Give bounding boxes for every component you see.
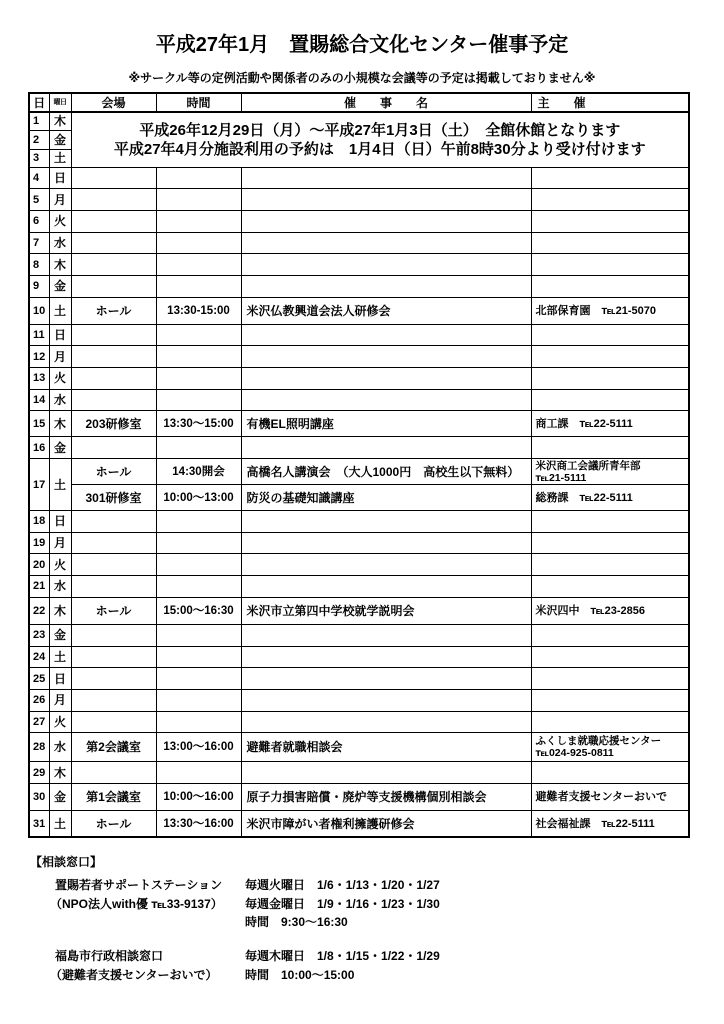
schedule-row: [29, 668, 689, 690]
page-note: ※サークル等の定例活動や関係者のみの小規模な会議等の予定は掲載しておりません※: [128, 71, 596, 85]
weekday-cell: 火: [49, 210, 71, 232]
header-event: 催 事 名: [241, 93, 531, 112]
consultation-heading: 【相談窓口】: [30, 855, 103, 869]
schedule-body: [29, 112, 689, 837]
event-name-cell: 防災の基礎知識講座: [241, 485, 531, 511]
organizer-line: 商工課 ℡22-5111: [535, 417, 633, 430]
weekday-cell: 日: [49, 324, 71, 346]
organizer-line: 社会福祉課 ℡22-5111: [535, 817, 655, 830]
event-name-cell: 米沢市立第四中学校就学説明会: [241, 597, 531, 624]
day-cell: 12: [29, 346, 49, 368]
weekday-cell: 日: [49, 668, 71, 690]
header-time: 時間: [156, 93, 241, 112]
day-cell: 1: [29, 112, 49, 130]
organizer-cell: [531, 167, 689, 189]
day-cell: 9: [29, 275, 49, 297]
schedule-row: [29, 254, 689, 276]
time-cell: [156, 254, 241, 276]
venue-cell: 第1会議室: [71, 783, 156, 810]
organizer-line: 総務課 ℡22-5111: [535, 491, 633, 504]
organizer-cell: [531, 646, 689, 668]
schedule-row: [29, 783, 689, 810]
event-name-cell: 有機EL照明講座: [241, 411, 531, 437]
schedule-row: [29, 167, 689, 189]
weekday-cell: 土: [49, 297, 71, 324]
weekday-cell: 日: [49, 167, 71, 189]
closure-notice: [71, 112, 689, 167]
venue-cell: ホール: [71, 297, 156, 324]
organizer-cell: [531, 576, 689, 598]
organizer-cell: [531, 346, 689, 368]
day-cell: 3: [29, 149, 49, 167]
event-name-cell: [241, 711, 531, 733]
day-cell: 22: [29, 597, 49, 624]
day-cell: 8: [29, 254, 49, 276]
day-cell: 25: [29, 668, 49, 690]
day-cell: 2: [29, 130, 49, 149]
time-cell: [156, 711, 241, 733]
event-name-cell: [241, 232, 531, 254]
weekday-cell: 日: [49, 511, 71, 533]
organizer-cell: [531, 368, 689, 390]
event-name-cell: [241, 576, 531, 598]
consultation-schedule: [245, 876, 690, 932]
schedule-row: [29, 511, 689, 533]
day-cell: 19: [29, 532, 49, 554]
schedule-row: [29, 189, 689, 211]
closure-notice-line: 平成27年4月分施設利用の予約は 1月4日（日）午前8時30分より受け付けます: [113, 140, 646, 158]
time-cell: 15:00～16:30: [156, 597, 241, 624]
schedule-row: [29, 324, 689, 346]
day-cell: 5: [29, 189, 49, 211]
weekday-cell: 月: [49, 532, 71, 554]
day-cell: 26: [29, 689, 49, 711]
schedule-row: [29, 389, 689, 411]
event-name-cell: [241, 532, 531, 554]
day-cell: 7: [29, 232, 49, 254]
venue-cell: [71, 554, 156, 576]
day-cell: 23: [29, 624, 49, 646]
time-cell: [156, 368, 241, 390]
event-name-cell: [241, 511, 531, 533]
organizer-cell: [531, 511, 689, 533]
weekday-cell: 木: [49, 411, 71, 437]
time-cell: [156, 232, 241, 254]
venue-cell: [71, 210, 156, 232]
organizer-cell: [531, 189, 689, 211]
organizer-line: ℡024-925-0811: [535, 747, 614, 760]
weekday-cell: 金: [49, 783, 71, 810]
venue-cell: [71, 368, 156, 390]
venue-cell: ホール: [71, 597, 156, 624]
consultation-section: [30, 853, 690, 1000]
consultation-contact: （避難者支援センターおいで）: [50, 967, 218, 982]
schedule-row: [29, 368, 689, 390]
event-name-cell: 高橋名人講演会 （大人1000円 高校生以下無料）: [241, 459, 531, 485]
time-cell: 13:30-15:00: [156, 297, 241, 324]
venue-cell: 203研修室: [71, 411, 156, 437]
consultation-schedule-line: 毎週金曜日 1/9・1/16・1/23・1/30: [245, 896, 440, 911]
time-cell: 14:30開会: [156, 459, 241, 485]
event-name-cell: [241, 389, 531, 411]
time-cell: [156, 646, 241, 668]
organizer-line: 米沢四中 ℡23-2856: [535, 604, 645, 617]
day-cell: 16: [29, 437, 49, 459]
closure-notice-line: 平成26年12月29日（月）～平成27年1月3日（土） 全館休館となります: [139, 121, 621, 139]
consultation-schedule-line: 毎週木曜日 1/8・1/15・1/22・1/29: [245, 949, 440, 963]
header-venue: 会場: [71, 93, 156, 112]
organizer-cell: [531, 668, 689, 690]
venue-cell: [71, 189, 156, 211]
venue-cell: ホール: [71, 459, 156, 485]
consultation-desk: [30, 876, 245, 932]
event-name-cell: [241, 646, 531, 668]
organizer-cell: [531, 459, 689, 485]
time-cell: [156, 389, 241, 411]
day-cell: 31: [29, 810, 49, 837]
organizer-line: 北部保育園 ℡21-5070: [535, 304, 656, 317]
schedule-row: [29, 346, 689, 368]
time-cell: [156, 554, 241, 576]
schedule-row: [29, 554, 689, 576]
weekday-cell: 水: [49, 733, 71, 762]
weekday-cell: 水: [49, 576, 71, 598]
consultation-entry: [30, 876, 690, 932]
day-cell: 29: [29, 762, 49, 784]
day-cell: 14: [29, 389, 49, 411]
schedule-row: [29, 112, 689, 130]
organizer-line: ふくしま就職応援センター: [535, 735, 662, 748]
venue-cell: [71, 167, 156, 189]
time-cell: [156, 210, 241, 232]
venue-cell: [71, 254, 156, 276]
schedule-row: [29, 646, 689, 668]
schedule-row: [29, 624, 689, 646]
weekday-cell: 火: [49, 711, 71, 733]
schedule-row: [29, 437, 689, 459]
time-cell: [156, 167, 241, 189]
event-name-cell: [241, 275, 531, 297]
event-schedule-table: [28, 92, 690, 838]
page-title: 平成27年1月 置賜総合文化センター催事予定: [155, 34, 569, 56]
organizer-line: ℡21-5111: [535, 471, 587, 484]
organizer-cell: [531, 297, 689, 324]
event-name-cell: [241, 624, 531, 646]
day-cell: 28: [29, 733, 49, 762]
time-cell: [156, 668, 241, 690]
organizer-cell: [531, 324, 689, 346]
weekday-cell: 水: [49, 232, 71, 254]
organizer-cell: [531, 210, 689, 232]
day-cell: 15: [29, 411, 49, 437]
event-name-cell: 原子力損害賠償・廃炉等支援機構個別相談会: [241, 783, 531, 810]
schedule-row: [29, 532, 689, 554]
header-day: 日: [29, 93, 49, 112]
event-name-cell: [241, 210, 531, 232]
schedule-row: [29, 459, 689, 485]
day-cell: 17: [29, 459, 49, 511]
venue-cell: [71, 275, 156, 297]
time-cell: [156, 437, 241, 459]
event-name-cell: [241, 189, 531, 211]
time-cell: 13:00～16:00: [156, 733, 241, 762]
day-cell: 21: [29, 576, 49, 598]
day-cell: 4: [29, 167, 49, 189]
time-cell: [156, 511, 241, 533]
event-name-cell: [241, 324, 531, 346]
venue-cell: [71, 511, 156, 533]
time-cell: [156, 189, 241, 211]
venue-cell: [71, 532, 156, 554]
organizer-cell: [531, 275, 689, 297]
time-cell: [156, 624, 241, 646]
event-name-cell: [241, 554, 531, 576]
consultation-schedule-line: 時間 10:00～15:00: [245, 967, 355, 982]
event-name-cell: 米沢仏教興道会法人研修会: [241, 297, 531, 324]
schedule-row: [29, 210, 689, 232]
consultation-schedule: [245, 947, 690, 984]
header-row: [29, 93, 689, 112]
organizer-cell: [531, 689, 689, 711]
weekday-cell: 月: [49, 189, 71, 211]
consultation-name: 福島市行政相談窓口: [55, 949, 164, 963]
weekday-cell: 金: [49, 624, 71, 646]
weekday-cell: 土: [49, 149, 71, 167]
weekday-cell: 火: [49, 554, 71, 576]
weekday-cell: 金: [49, 437, 71, 459]
weekday-cell: 土: [49, 646, 71, 668]
organizer-cell: [531, 762, 689, 784]
weekday-cell: 月: [49, 689, 71, 711]
venue-cell: [71, 668, 156, 690]
schedule-row: [29, 810, 689, 837]
organizer-cell: [531, 810, 689, 837]
organizer-cell: [531, 411, 689, 437]
venue-cell: [71, 232, 156, 254]
consultation-entry: [30, 947, 690, 984]
venue-cell: ホール: [71, 810, 156, 837]
organizer-cell: [531, 437, 689, 459]
organizer-cell: [531, 711, 689, 733]
venue-cell: [71, 324, 156, 346]
day-cell: 10: [29, 297, 49, 324]
schedule-row: [29, 576, 689, 598]
weekday-cell: 火: [49, 368, 71, 390]
schedule-row: [29, 411, 689, 437]
day-cell: 6: [29, 210, 49, 232]
schedule-row: [29, 733, 689, 762]
day-cell: 20: [29, 554, 49, 576]
event-name-cell: 避難者就職相談会: [241, 733, 531, 762]
weekday-cell: 水: [49, 389, 71, 411]
event-name-cell: 米沢市障がい者権利擁護研修会: [241, 810, 531, 837]
event-name-cell: [241, 762, 531, 784]
time-cell: [156, 576, 241, 598]
schedule-row: [29, 711, 689, 733]
organizer-cell: [531, 485, 689, 511]
organizer-cell: [531, 624, 689, 646]
event-name-cell: [241, 437, 531, 459]
time-cell: [156, 532, 241, 554]
venue-cell: [71, 762, 156, 784]
time-cell: [156, 275, 241, 297]
organizer-cell: [531, 532, 689, 554]
time-cell: [156, 324, 241, 346]
consultation-contact: （NPO法人with優 ℡33-9137）: [50, 896, 223, 911]
weekday-cell: 月: [49, 346, 71, 368]
weekday-cell: 木: [49, 597, 71, 624]
day-cell: 24: [29, 646, 49, 668]
weekday-cell: 木: [49, 112, 71, 130]
schedule-row: [29, 762, 689, 784]
schedule-row: [29, 232, 689, 254]
venue-cell: [71, 646, 156, 668]
venue-cell: [71, 689, 156, 711]
venue-cell: 第2会議室: [71, 733, 156, 762]
time-cell: [156, 346, 241, 368]
day-cell: 30: [29, 783, 49, 810]
time-cell: 13:30～16:00: [156, 810, 241, 837]
consultation-name: 置賜若者サポートステーション: [55, 878, 223, 892]
header-weekday: 曜日: [49, 93, 71, 112]
day-cell: 18: [29, 511, 49, 533]
schedule-row: [29, 689, 689, 711]
event-name-cell: [241, 346, 531, 368]
organizer-cell: [531, 783, 689, 810]
venue-cell: [71, 346, 156, 368]
organizer-cell: [531, 389, 689, 411]
day-cell: 13: [29, 368, 49, 390]
organizer-cell: [531, 597, 689, 624]
time-cell: [156, 689, 241, 711]
venue-cell: [71, 711, 156, 733]
event-name-cell: [241, 689, 531, 711]
time-cell: 13:30～15:00: [156, 411, 241, 437]
venue-cell: [71, 389, 156, 411]
event-name-cell: [241, 167, 531, 189]
organizer-line: 避難者支援センターおいで: [535, 790, 668, 803]
schedule-row: [29, 297, 689, 324]
weekday-cell: 金: [49, 275, 71, 297]
day-cell: 27: [29, 711, 49, 733]
event-name-cell: [241, 668, 531, 690]
venue-cell: [71, 624, 156, 646]
weekday-cell: 木: [49, 762, 71, 784]
schedule-row: [29, 485, 689, 511]
organizer-cell: [531, 733, 689, 762]
header-organizer: 主 催: [531, 93, 689, 112]
event-name-cell: [241, 254, 531, 276]
organizer-cell: [531, 554, 689, 576]
time-cell: 10:00～16:00: [156, 783, 241, 810]
organizer-cell: [531, 254, 689, 276]
day-cell: 11: [29, 324, 49, 346]
schedule-row: [29, 275, 689, 297]
weekday-cell: 土: [49, 459, 71, 511]
time-cell: 10:00～13:00: [156, 485, 241, 511]
venue-cell: 301研修室: [71, 485, 156, 511]
consultation-desk: [30, 947, 245, 984]
event-name-cell: [241, 368, 531, 390]
weekday-cell: 木: [49, 254, 71, 276]
schedule-row: [29, 597, 689, 624]
time-cell: [156, 762, 241, 784]
weekday-cell: 土: [49, 810, 71, 837]
organizer-line: 米沢商工会議所青年部: [535, 459, 641, 472]
weekday-cell: 金: [49, 130, 71, 149]
organizer-cell: [531, 232, 689, 254]
consultation-schedule-line: 時間 9:30～16:30: [245, 915, 348, 929]
venue-cell: [71, 437, 156, 459]
venue-cell: [71, 576, 156, 598]
consultation-schedule-line: 毎週火曜日 1/6・1/13・1/20・1/27: [245, 878, 440, 892]
